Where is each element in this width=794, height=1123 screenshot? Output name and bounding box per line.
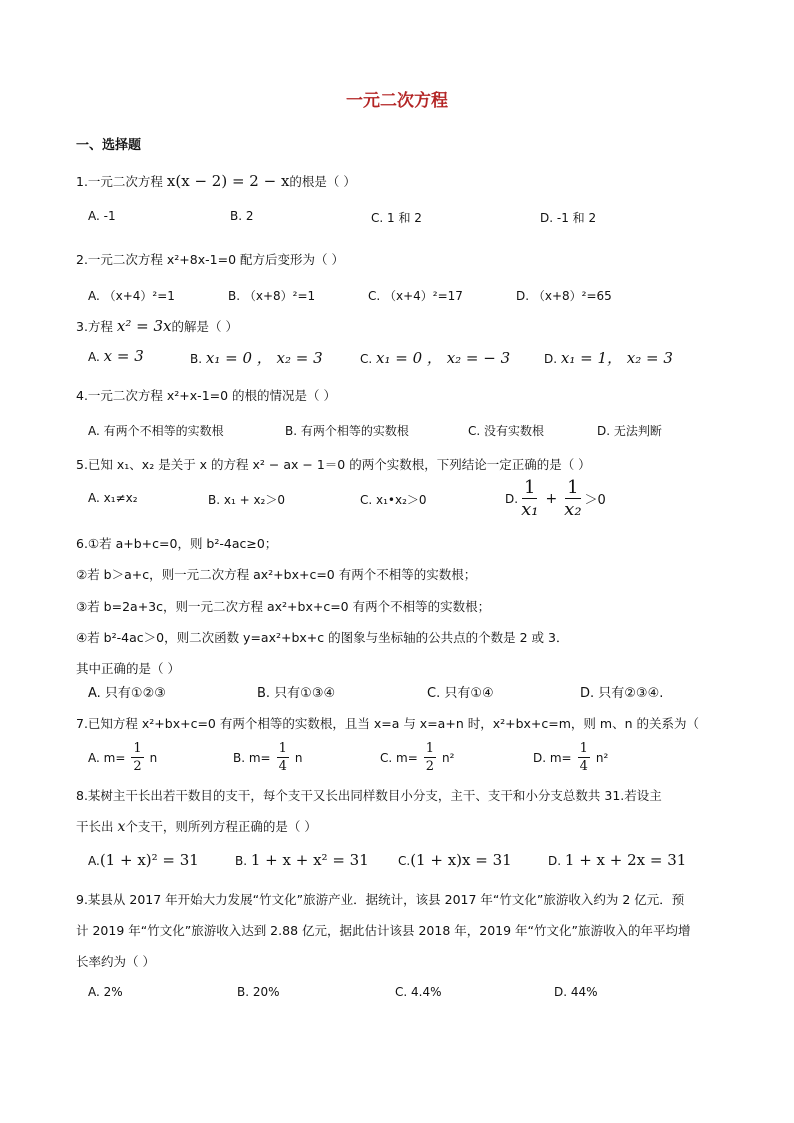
q6-option-a[interactable]: A. 只有①②③ [88,686,166,701]
q7-option-b-fraction [277,740,289,775]
q1-option-b[interactable]: B. 2 [230,209,254,223]
question-3-suffix: 的解是（ ） [171,319,238,334]
q8-option-d-math: 1 + x + 2x = 31 [564,851,687,869]
question-8-line-1: 8.某树主干长出若干数目的支干，每个支干又长出同样数目小分支，主干、支干和小分支总数共 31.若设主 [76,788,662,803]
q9-option-d[interactable]: D. 44% [554,985,598,999]
q8-line2-suffix: 个支干，则所列方程正确的是（ ） [125,819,317,834]
q5-option-d-label: D. [505,491,519,506]
q3-option-b-label: B. [190,352,203,366]
q7-option-c[interactable] [380,740,454,775]
q7-option-a[interactable] [88,740,157,775]
q5-frac2-num: 1 [567,477,579,498]
q7-c-num: 1 [425,741,435,756]
q3-option-c-math: x₁ = 0 ， x₂ = − 3 [376,349,511,367]
question-1-prefix: 1.一元二次方程 [76,174,163,189]
q8-option-c-math: (1 + x)x = 31 [410,851,512,869]
q8-option-b-label: B. [235,854,248,868]
q7-option-d-tail: n² [595,750,609,765]
question-4: 4.一元二次方程 x²+x-1=0 的根的情况是（ ） [76,388,337,403]
q7-option-c-tail: n² [442,750,455,765]
q3-option-d-math: x₁ = 1， x₂ = 3 [560,349,673,367]
q7-option-c-fraction [424,740,436,775]
q1-option-c[interactable]: C. 1 和 2 [371,211,422,225]
question-6-line-3: ③若 b=2a+3c，则一元二次方程 ax²+bx+c=0 有两个不相等的实数根； [76,599,491,614]
question-8-line-2 [76,817,317,835]
q7-option-c-label: C. m= [380,750,418,765]
question-7: 7.已知方程 x²+bx+c=0 有两个相等的实数根，且当 x=a 与 x=a+n 时，x²+bx+c=m，则 m、n 的关系为（ [76,716,699,731]
question-1-suffix: 的根是（ ） [289,174,356,189]
q5-option-b[interactable]: B. x₁ + x₂＞0 [208,493,286,507]
q8-line2-prefix: 干长出 [76,819,114,834]
q3-option-a[interactable] [88,347,144,365]
q7-option-d-label: D. m= [533,750,572,765]
q1-option-a[interactable]: A. -1 [88,209,116,223]
q9-option-c[interactable]: C. 4.4% [395,985,442,999]
q2-option-b[interactable]: B. （x+8）²=1 [228,289,316,303]
q5-gt-zero: ＞0 [584,493,606,508]
question-3 [76,317,238,335]
q5-option-c[interactable]: C. x₁•x₂＞0 [360,493,427,507]
q5-frac2-den: x₂ [564,499,582,520]
question-3-prefix: 3.方程 [76,319,113,334]
question-6-line-2: ②若 b＞a+c，则一元二次方程 ax²+bx+c=0 有两个不相等的实数根； [76,567,477,582]
question-1 [76,172,356,190]
q3-option-b[interactable] [190,347,323,368]
q7-d-num: 1 [579,741,588,756]
question-5: 5.已知 x₁、x₂ 是关于 x 的方程 x² − ax − 1＝0 的两个实数根，下列结论一定正确的是（ ） [76,457,591,472]
q7-option-a-fraction [131,740,143,775]
q7-c-den: 2 [425,759,435,774]
q5-frac1-den: x₁ [521,499,539,520]
question-6-line-1: 6.①若 a+b+c=0，则 b²-4ac≥0； [76,536,278,551]
q7-option-d[interactable] [533,740,608,775]
q3-option-a-label: A. [88,350,100,364]
q7-b-den: 4 [278,759,287,774]
q5-fraction-1 [521,477,538,520]
q6-option-d[interactable]: D. 只有②③④. [580,686,664,701]
question-1-equation: x(x − 2) = 2 − x [166,172,290,190]
q3-option-c-label: C. [360,352,373,366]
q7-option-b-label: B. m= [233,750,271,765]
q2-option-c[interactable]: C. （x+4）²=17 [368,289,463,303]
q3-option-b-math: x₁ = 0 ， x₂ = 3 [205,349,323,367]
q7-option-a-tail: n [149,750,158,765]
q5-option-a[interactable]: A. x₁≠x₂ [88,491,138,505]
q4-option-d[interactable]: D. 无法判断 [597,424,662,438]
q4-option-b[interactable]: B. 有两个相等的实数根 [285,424,409,438]
q8-option-c-label: C. [398,854,411,868]
q8-option-a[interactable] [88,851,199,869]
q7-option-d-fraction [578,740,590,775]
q6-option-b[interactable]: B. 只有①③④ [257,686,336,701]
q3-option-d-label: D. [544,352,558,366]
q8-option-a-label: A. [88,854,100,868]
q8-option-c[interactable] [398,851,512,869]
question-9-line-3: 长率约为（ ） [76,954,155,969]
q8-option-d-label: D. [548,854,562,868]
q4-option-a[interactable]: A. 有两个不相等的实数根 [88,424,224,438]
q9-option-b[interactable]: B. 20% [237,985,280,999]
q7-d-den: 4 [579,759,588,774]
q7-option-b-tail: n [294,750,303,765]
q8-option-a-math: (1 + x)² = 31 [99,851,199,869]
q5-fraction-2 [564,477,581,520]
q6-option-c[interactable]: C. 只有①④ [427,686,494,701]
q5-frac1-num: 1 [524,477,536,498]
q7-b-num: 1 [278,741,287,756]
q7-a-num: 1 [133,741,142,756]
q4-option-c[interactable]: C. 没有实数根 [468,424,545,438]
q5-plus: + [545,490,558,507]
q8-variable: x [117,819,126,835]
q9-option-a[interactable]: A. 2% [88,985,123,999]
q2-option-a[interactable]: A. （x+4）²=1 [88,289,175,303]
q7-option-b[interactable] [233,740,303,775]
question-6-line-5: 其中正确的是（ ） [76,661,180,676]
section-heading: 一、选择题 [76,138,142,153]
q8-option-b[interactable] [235,851,369,869]
q5-option-d[interactable] [505,477,606,520]
q7-option-a-label: A. m= [88,750,126,765]
q8-option-d[interactable] [548,851,686,869]
q8-option-b-math: 1 + x + x² = 31 [250,851,369,869]
q1-option-d[interactable]: D. -1 和 2 [540,211,597,225]
question-2: 2.一元二次方程 x²+8x-1=0 配方后变形为（ ） [76,252,344,267]
page-title: 一元二次方程 [346,91,448,111]
question-6-line-4: ④若 b²-4ac＞0，则二次函数 y=ax²+bx+c 的图象与坐标轴的公共点的个数是 2 或 3． [76,630,569,645]
question-9-line-1: 9.某县从 2017 年开始大力发展“竹文化”旅游产业．据统计，该县 2017 年“竹文化”旅游收入约为 2 亿元．预 [76,892,685,907]
question-9-line-2: 计 2019 年“竹文化”旅游收入达到 2.88 亿元，据此估计该县 2018 年，2019 年“竹文化”旅游收入的年平均增 [76,923,691,938]
q3-option-d[interactable] [544,347,673,368]
q2-option-d[interactable]: D. （x+8）²=65 [516,289,612,303]
q3-option-c[interactable] [360,347,510,368]
q7-a-den: 2 [133,759,142,774]
q3-option-a-math: x = 3 [103,347,144,365]
question-3-equation: x² = 3x [116,317,172,335]
